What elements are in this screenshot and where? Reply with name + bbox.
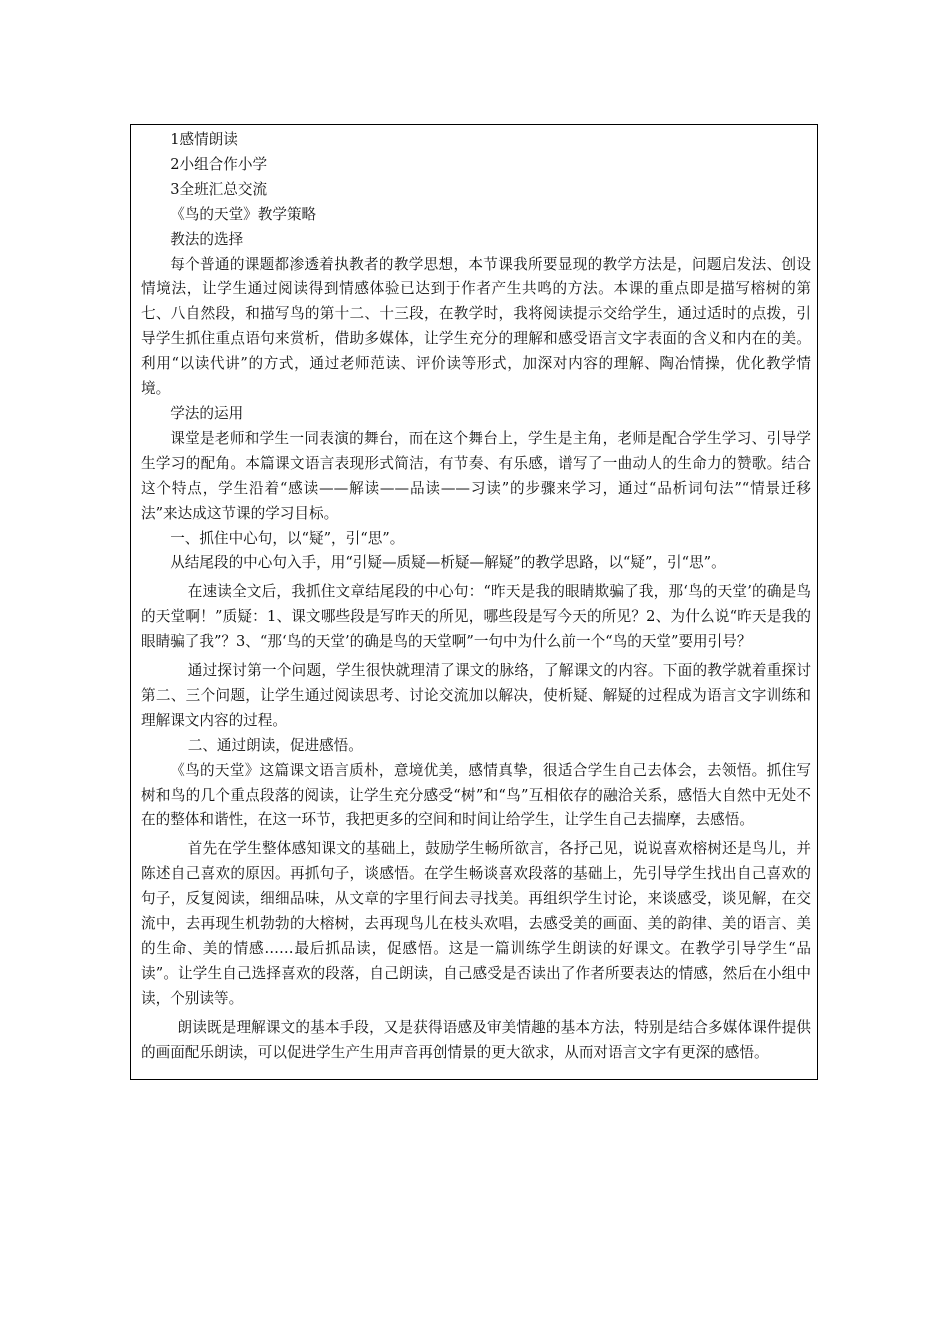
heading-part-two: 二、通过朗读，促进感悟。 [187,736,363,754]
document-title: 《鸟的天堂》教学策略 [170,205,317,223]
list-item: 3全班汇总交流 [170,180,268,198]
paragraph-part-two-intro: 《鸟的天堂》这篇课文语言质朴，意境优美，感情真挚，很适合学生自己去体会，去领悟。抓住写树和鸟的几个重点段落的阅读，让学生充分感受“树”和“鸟”互相依存的融洽关系，感悟大自然中无处不在的整体和谐性，在这一环节，我把更多的空间和时间让给学生，让学生自己去揣摩，去感悟。 [141,761,811,829]
section-heading-study: 学法的运用 [170,404,244,422]
paragraph-part-two-method: 首先在学生整体感知课文的基础上，鼓励学生畅所欲言，各抒己见，说说喜欢榕树还是鸟儿，并陈述自己喜欢的原因。再抓句子，谈感悟。在学生畅谈喜欢段落的基础上，先引导学生找出自己喜欢的句子，反复阅读，细细品味，从文章的字里行间去寻找美。再组织学生讨论，来谈感受，谈见解，在交流中，去再现生机勃勃的大榕树，去再现鸟儿在枝头欢唱，去感受美的画面、美的韵律、美的语言、美的生命、美的情感……最后抓品读，促感悟。这是一篇训练学生朗读的好课文。在教学引导学生“品读”。让学生自己选择喜欢的段落，自己朗读，自己感受是否读出了作者所要表达的情感，然后在小组中读，个别读等。 [141,840,811,1007]
section-heading-method: 教法的选择 [170,230,244,248]
paragraph-study: 课堂是老师和学生一同表演的舞台，而在这个舞台上，学生是主角，老师是配合学生学习、引导学生学习的配角。本篇课文语言表现形式简洁，有节奏、有乐感，谱写了一曲动人的生命力的赞歌。结合这个特点，学生沿着“感读——解读——品读——习读”的步骤来学习，通过“品析词句法”“情景迁移法”来达成这节课的学习目标。 [141,429,811,522]
document-body [141,128,811,1066]
paragraph-part-one-questions: 在速读全文后，我抓住文章结尾段的中心句：“昨天是我的眼睛欺骗了我，那‘鸟的天堂’的确是鸟的天堂啊！”质疑：1、课文哪些段是写昨天的所见，哪些段是写今天的所见？2、为什么说“昨天是我的眼睛骗了我”？3、“那‘鸟的天堂’的确是鸟的天堂啊”一句中为什么前一个“鸟的天堂”要用引号？ [141,583,811,651]
list-item: 1感情朗读 [170,131,238,148]
paragraph-part-one-discussion: 通过探讨第一个问题，学生很快就理清了课文的脉络，了解课文的内容。下面的教学就着重探讨第二、三个问题，让学生通过阅读思考、讨论交流加以解决，使析疑、解疑的过程成为语言文字训练和理解课文内容的过程。 [141,662,811,729]
paragraph-part-two-summary: 朗读既是理解课文的基本手段，又是获得语感及审美情趣的基本方法，特别是结合多媒体课件提供的画面配乐朗读，可以促进学生产生用声音再创情景的更大欲求，从而对语言文字有更深的感悟。 [141,1018,811,1061]
heading-part-one: 一、抓住中心句，以“疑”，引“思”。 [170,529,405,547]
list-item: 2小组合作小学 [170,155,268,173]
paragraph-part-one-intro: 从结尾段的中心句入手，用“引疑—质疑—析疑—解疑”的教学思路，以“疑”，引“思”。 [170,554,726,572]
paragraph-method: 每个普通的课题都渗透着执教者的教学思想，本节课我所要显现的教学方法是，问题启发法、创设情境法，让学生通过阅读得到情感体验已达到于作者产生共鸣的方法。本课的重点即是描写榕树的第七、八自然段，和描写鸟的第十二、十三段，在教学时，我将阅读提示交给学生，通过适时的点拨，引导学生抓住重点语句来赏析，借助多媒体，让学生充分的理解和感受语言文字表面的含义和内在的美。利用“以读代讲”的方式，通过老师范读、评价读等形式，加深对内容的理解、陶冶情操，优化教学情境。 [141,255,811,398]
